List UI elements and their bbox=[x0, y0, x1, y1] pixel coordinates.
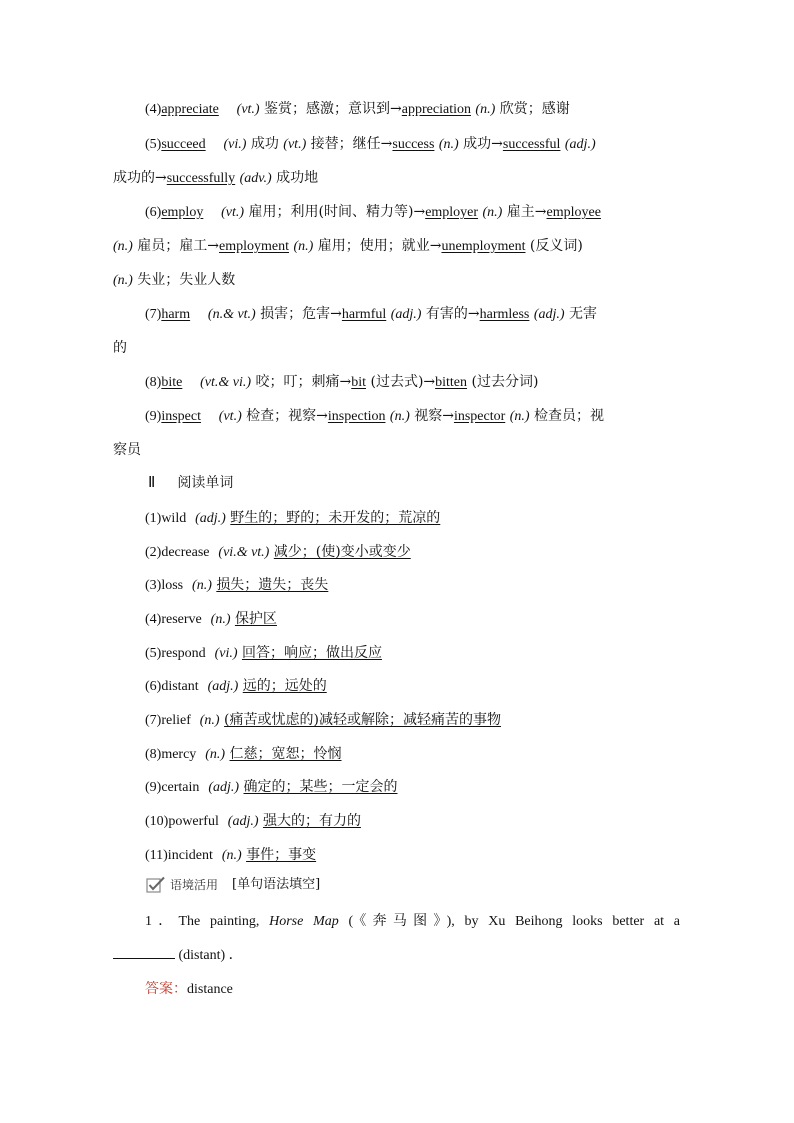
exercise-title: [单句语法填空] bbox=[232, 877, 321, 892]
derived-word: bitten bbox=[435, 375, 468, 390]
vocab-entry-employ bbox=[145, 203, 680, 222]
reading-word-item: (4)reserve (n.) 保护区 bbox=[145, 611, 277, 627]
answer-word: inspect bbox=[161, 409, 201, 424]
reading-word-item: (3)loss (n.) 损失；遗失；丧失 bbox=[145, 577, 329, 593]
meaning: 检查员；视 bbox=[529, 408, 604, 424]
meaning: 咬；叮；刺痛→ bbox=[251, 374, 352, 390]
entry-number: (4) bbox=[145, 102, 162, 117]
meaning: 雇主→ bbox=[502, 204, 547, 220]
vocab-entry-succeed-cont bbox=[113, 169, 680, 188]
answer-line bbox=[145, 980, 680, 999]
part-of-speech: (n.) bbox=[438, 137, 459, 152]
derived-word: successfully bbox=[166, 171, 236, 186]
meaning: (过去式)→ bbox=[366, 374, 436, 390]
vocab-entry-inspect-cont bbox=[113, 441, 680, 459]
derived-word: employee bbox=[546, 205, 601, 220]
meaning: 雇用；利用(时间、精力等)→ bbox=[244, 204, 426, 220]
fill-in-blank bbox=[113, 946, 175, 959]
answer-word: succeed bbox=[161, 137, 206, 152]
meaning: (反义词) bbox=[525, 238, 583, 254]
meaning: 雇员；雇工→ bbox=[132, 238, 220, 254]
part-of-speech: (n.) bbox=[475, 102, 496, 117]
vocab-entry-employ-cont2 bbox=[113, 271, 680, 290]
derived-word: inspector bbox=[453, 409, 506, 424]
meaning: 视察→ bbox=[409, 408, 454, 424]
derived-word: employer bbox=[425, 205, 479, 220]
part-of-speech: (vt.& vi.) bbox=[200, 375, 252, 390]
part-of-speech: (adj.) bbox=[533, 307, 565, 322]
answer-meaning: 仁慈；宽恕；怜悯 bbox=[229, 746, 342, 762]
answer-meaning: 回答；响应；做出反应 bbox=[241, 645, 382, 661]
answer-meaning: 保护区 bbox=[234, 611, 277, 627]
painting-title: Horse Map bbox=[269, 914, 339, 929]
part-of-speech: (n.& vt.) bbox=[207, 307, 256, 322]
meaning: 成功 bbox=[246, 136, 284, 152]
answer-word: bite bbox=[161, 375, 183, 390]
part-of-speech: (n.) bbox=[389, 409, 410, 424]
entry-number: (7) bbox=[145, 307, 162, 322]
derived-word: inspection bbox=[327, 409, 386, 424]
answer-meaning: 野生的；野的；未开发的；荒凉的 bbox=[230, 510, 441, 526]
answer-meaning: 强大的；有力的 bbox=[262, 813, 361, 829]
meaning: 的 bbox=[113, 340, 127, 356]
answer-meaning: 确定的；某些；一定会的 bbox=[243, 779, 398, 795]
meaning: 损害；危害→ bbox=[255, 306, 342, 322]
vocab-entry-bite bbox=[145, 373, 680, 392]
section-heading bbox=[148, 474, 233, 492]
answer-word: appreciate bbox=[161, 102, 219, 117]
entry-number: (5) bbox=[145, 137, 162, 152]
meaning: 接替；继任→ bbox=[306, 136, 393, 152]
part-of-speech: (n.) bbox=[293, 239, 314, 254]
derived-word: successful bbox=[502, 137, 561, 152]
vocab-entry-harm-cont bbox=[113, 339, 680, 357]
answer-meaning: 损失；遗失；丧失 bbox=[216, 577, 329, 593]
meaning: 鉴赏；感激；意识到→ bbox=[259, 101, 402, 117]
reading-word-item: (10)powerful (adj.) 强大的；有力的 bbox=[145, 813, 361, 829]
meaning: 成功的→ bbox=[113, 170, 167, 186]
derived-word: harmless bbox=[479, 307, 530, 322]
answer-label: 答案： bbox=[145, 981, 187, 997]
part-of-speech: (vt.) bbox=[283, 137, 307, 152]
derived-word: bit bbox=[351, 375, 367, 390]
question-number: 1． bbox=[145, 914, 179, 929]
reading-word-item: (2)decrease (vi.& vt.) 减少；(使)变小或变少 bbox=[145, 544, 411, 560]
meaning: 察员 bbox=[113, 442, 141, 458]
reading-word-item: (5)respond (vi.) 回答；响应；做出反应 bbox=[145, 645, 382, 661]
derived-word: employment bbox=[219, 239, 290, 254]
meaning: 检查；视察→ bbox=[241, 408, 328, 424]
section-title: 阅读单词 bbox=[177, 475, 234, 491]
checkbox-check-icon bbox=[146, 876, 166, 894]
question-1-cont bbox=[113, 946, 680, 965]
part-of-speech: (adj.) bbox=[564, 137, 596, 152]
meaning: (过去分词) bbox=[467, 374, 539, 390]
answer-meaning: 事件；事变 bbox=[246, 847, 317, 863]
meaning: 无害 bbox=[564, 306, 597, 322]
part-of-speech: (adv.) bbox=[239, 171, 272, 186]
reading-word-item: (7)relief (n.) (痛苦或忧虑的)减轻或解除；减轻痛苦的事物 bbox=[145, 712, 501, 728]
derived-word: success bbox=[392, 137, 435, 152]
entry-number: (9) bbox=[145, 409, 162, 424]
section-number: Ⅱ bbox=[148, 475, 156, 491]
part-of-speech: (n.) bbox=[509, 409, 530, 424]
part-of-speech: (vt.) bbox=[236, 102, 260, 117]
meaning: 有害的→ bbox=[421, 306, 480, 322]
part-of-speech: (vt.) bbox=[218, 409, 242, 424]
question-1: 1．The painting, Horse Map (《奔马图》), by Xu Beihong looks better at a bbox=[145, 914, 681, 929]
vocab-entry-employ-cont bbox=[113, 237, 680, 256]
vocab-entry-succeed bbox=[145, 135, 680, 154]
part-of-speech: (vi.) bbox=[223, 137, 247, 152]
vocab-entry-appreciate bbox=[145, 100, 680, 119]
reading-word-item: (11)incident (n.) 事件；事变 bbox=[145, 847, 317, 863]
meaning: 欣赏；感谢 bbox=[495, 101, 570, 117]
reading-word-item: (1)wild (adj.) 野生的；野的；未开发的；荒凉的 bbox=[145, 510, 441, 526]
part-of-speech: (adj.) bbox=[390, 307, 422, 322]
part-of-speech: (vt.) bbox=[221, 205, 245, 220]
exercise-header bbox=[146, 876, 320, 894]
answer-meaning: 减少；(使)变小或变少 bbox=[273, 544, 411, 560]
meaning: 雇用；使用；就业→ bbox=[313, 238, 442, 254]
entry-number: (8) bbox=[145, 375, 162, 390]
answer-meaning: (痛苦或忧虑的)减轻或解除；减轻痛苦的事物 bbox=[224, 712, 501, 728]
reading-word-item: (9)certain (adj.) 确定的；某些；一定会的 bbox=[145, 779, 398, 795]
reading-word-item: (8)mercy (n.) 仁慈；宽恕；怜悯 bbox=[145, 746, 342, 762]
part-of-speech: (n.) bbox=[113, 273, 133, 288]
question-hint: (distant) ． bbox=[175, 948, 243, 963]
part-of-speech: (n.) bbox=[482, 205, 503, 220]
meaning: 成功地 bbox=[271, 170, 319, 186]
answer-word: harm bbox=[161, 307, 191, 322]
reading-word-item: (6)distant (adj.) 远的；远处的 bbox=[145, 678, 327, 694]
vocab-entry-inspect bbox=[145, 407, 680, 426]
answer-word: employ bbox=[161, 205, 204, 220]
entry-number: (6) bbox=[145, 205, 162, 220]
exercise-tag-label: 语境活用 bbox=[170, 878, 219, 892]
derived-word: appreciation bbox=[401, 102, 471, 117]
vocab-entry-harm bbox=[145, 305, 680, 324]
meaning: 失业；失业人数 bbox=[132, 272, 236, 288]
derived-word: unemployment bbox=[441, 239, 526, 254]
part-of-speech: (n.) bbox=[113, 239, 133, 254]
answer-text: distance bbox=[187, 982, 233, 997]
derived-word: harmful bbox=[341, 307, 387, 322]
answer-meaning: 远的；远处的 bbox=[242, 678, 327, 694]
meaning: 成功→ bbox=[458, 136, 503, 152]
